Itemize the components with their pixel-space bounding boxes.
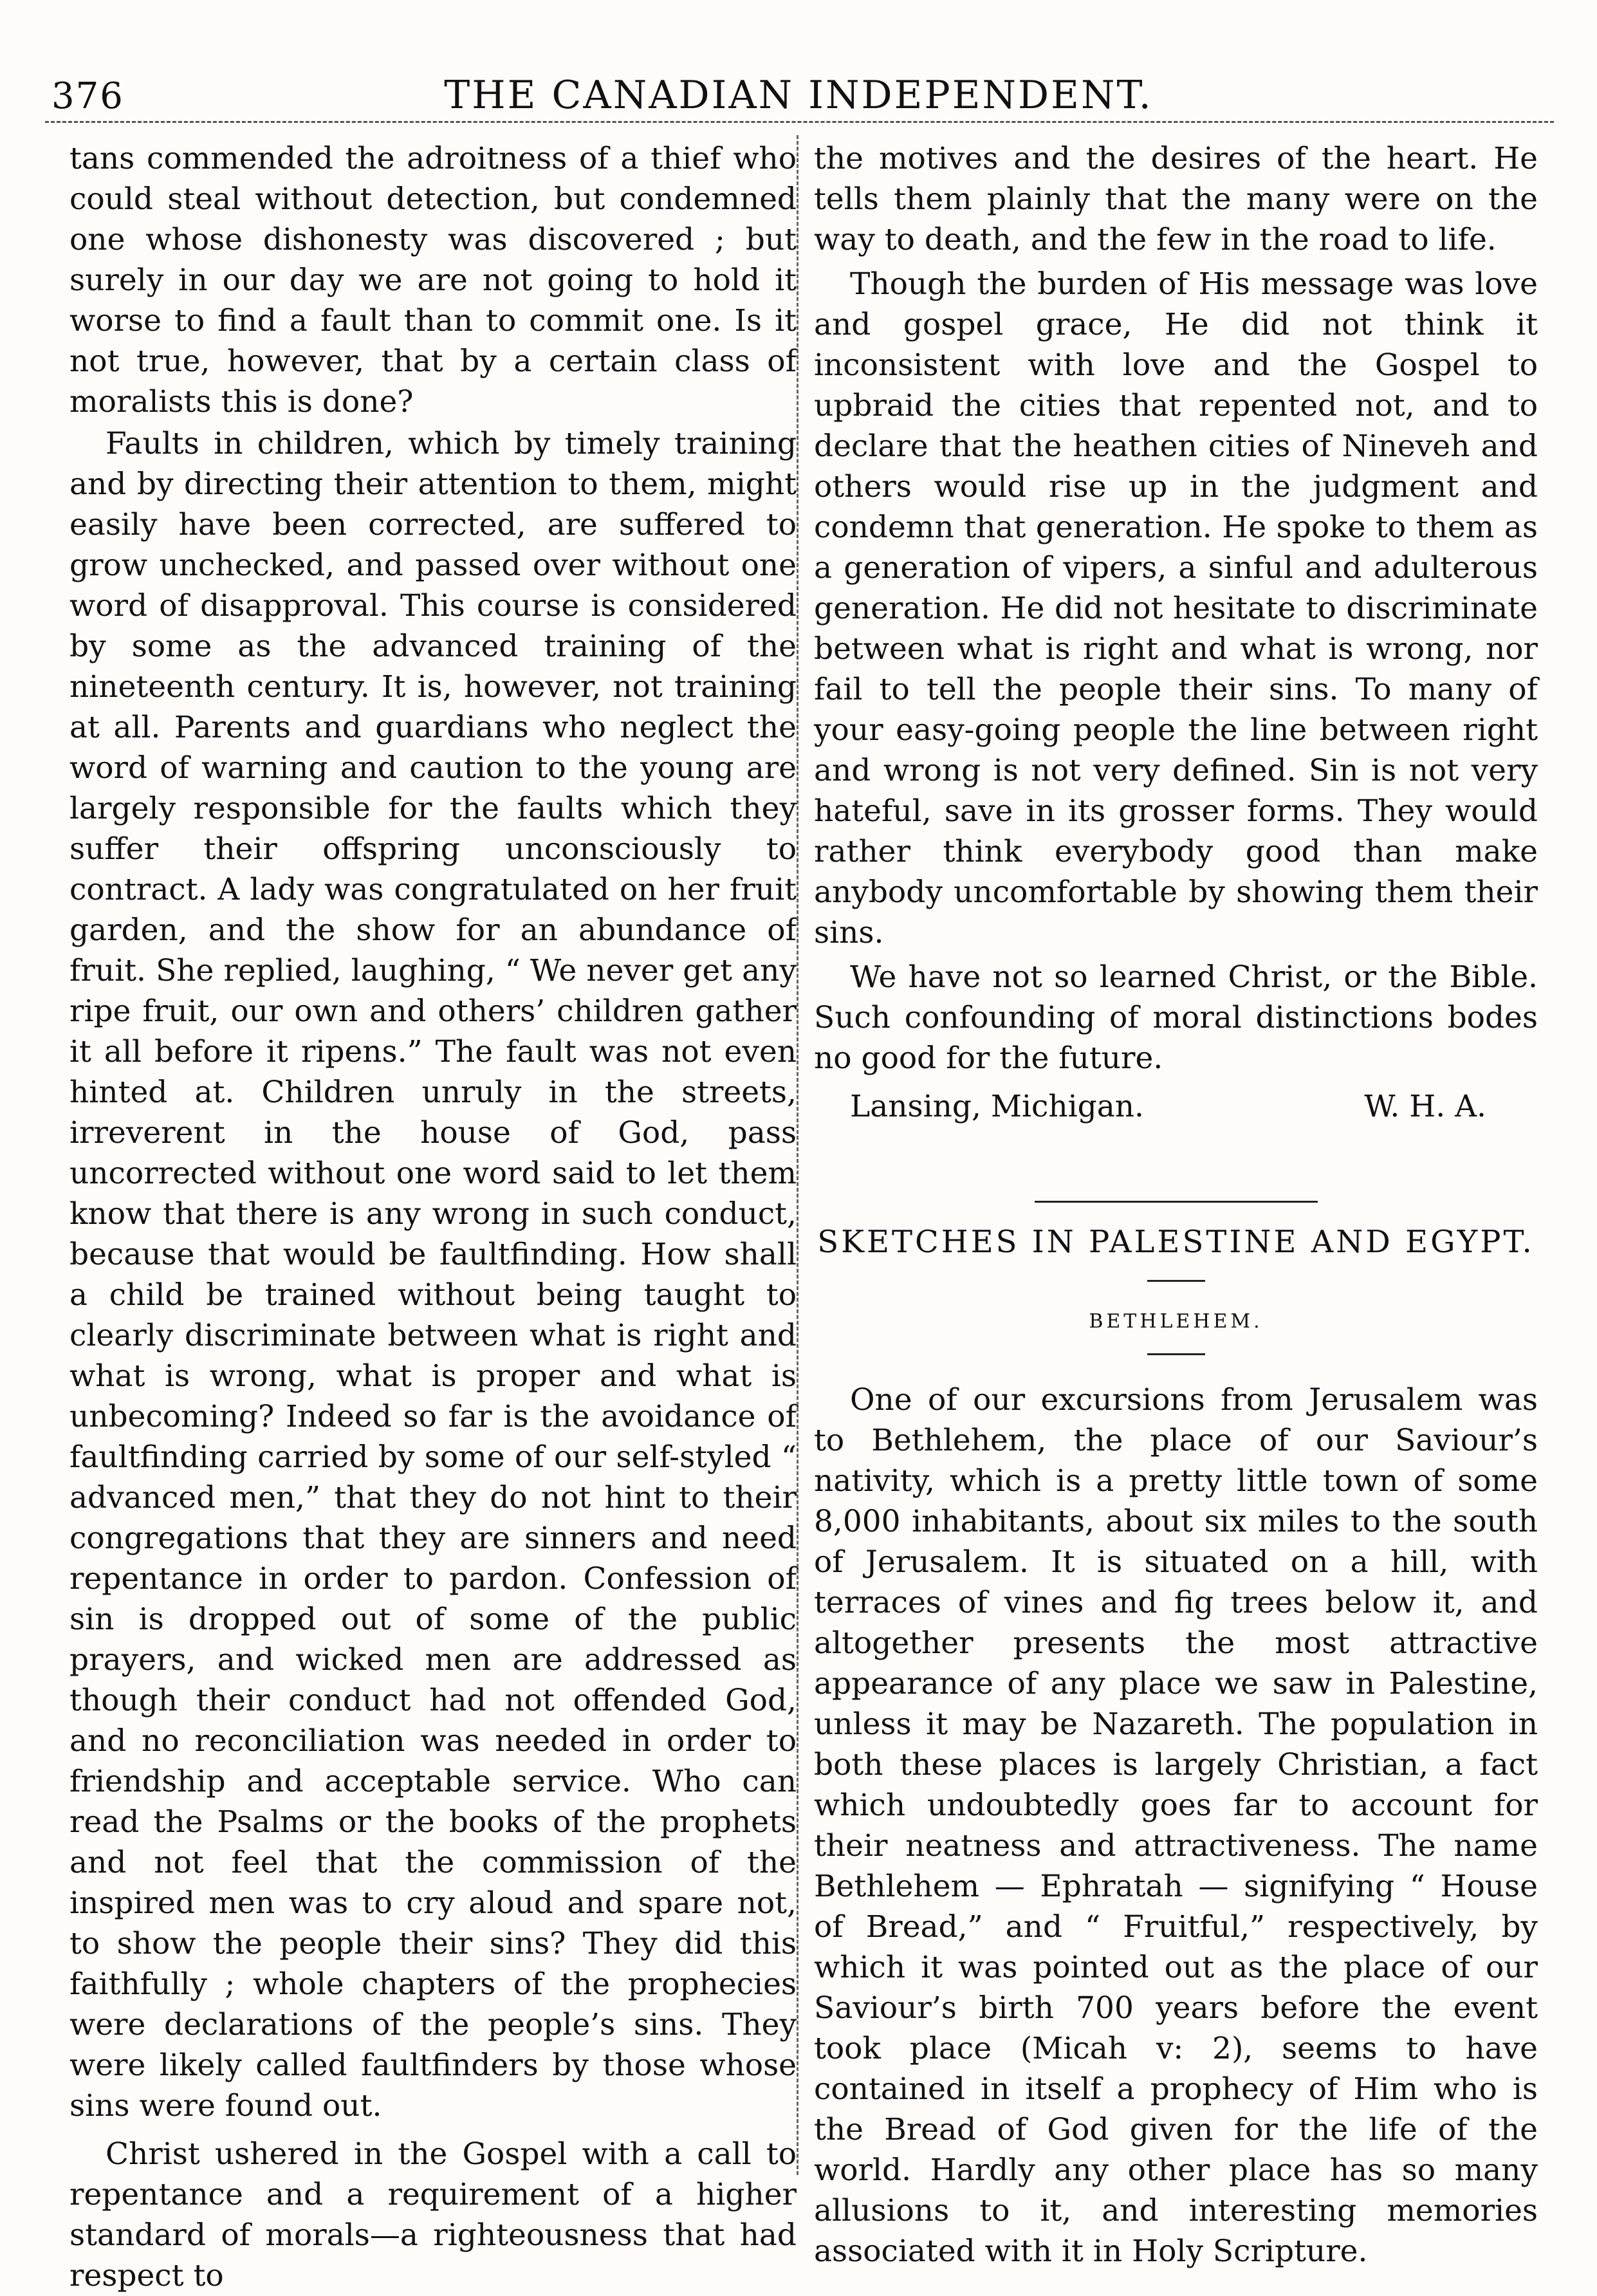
title-rule <box>1147 1280 1205 1282</box>
header-rule <box>45 121 1554 123</box>
right-paragraph-2: Though the burden of His message was love and gospel grace, He did not think it inconsistent with love and the Gospel to upbraid the cities that repented not, and to declare that the heathen cities of Nineveh and others would rise up in the judgment and condemn that generation. He spoke to them as a generation of vipers, a sinful and adulterous generation. He did not hesitate to discriminate between what is right and what is wrong, nor fail to tell the people their sins. To many of your easy-going people the line between right and wrong is not very defined. Sin is not very hateful, save in its grosser forms. They would rather think everybody good than make anybody uncomfortable by showing them their sins. <box>814 266 1538 950</box>
column-divider <box>797 135 798 2175</box>
right-paragraph-4: One of our excursions from Jerusalem was to Bethlehem, the place of our Saviour’s nativity, which is a pretty little town of some 8,000 inhabitants, about six miles to the south of Jerusalem. It is situated on a hill, with terraces of vines and fig trees below it, and altogether presents the most attractive appearance of any place we saw in Palestine, unless it may be Nazareth. The population in both these places is largely Christian, a fact which undoubtedly goes far to account for their neatness and attractiveness. The name Bethlehem — Ephratah — signifying “ House of Bread,” and “ Fruitful,” respectively, by which it was pointed out as the place of our Saviour’s birth 700 years before the event took place (Micah v: 2), seems to have contained in itself a prophecy of Him who is the Bread of God given for the life of the world. Hardly any other place has so many allusions to it, and interesting memories associated with it in Holy Scripture. <box>814 1382 1538 2269</box>
left-paragraph-3: Christ ushered in the Gospel with a call to repentance and a requirement of a higher standard of morals—a righteousness that had respect to <box>69 2136 797 2293</box>
section-rule <box>1035 1201 1318 1203</box>
left-paragraph-2: Faults in children, which by timely training and by directing their attention to them, might easily have been corrected, are suffered to grow unchecked, and passed over without one word of disapproval. This course is considered by some as the advanced training of the nineteenth century. It is, however, not training at all. Parents and guardians who neglect the word of warning and caution to the young are largely responsible for the faults which they suffer their offspring unconsciously to contract. A lady was congratulated on her fruit garden, and the show for an abundance of fruit. She replied, laughing, “ We never get any ripe fruit, our own and others’ children gather it all before it ripens.” The fault was not even hinted at. Children unruly in the streets, irreverent in the house of God, pass uncorrected without one word said to let them know that there is any wrong in such conduct, because that would be faultfinding. How shall a child be trained without being taught to clearly discriminate between what is right and what is wrong, what is proper and what is unbecoming? Indeed so far is the avoidance of faultfinding carried by some of our self-styled “ advanced men,” that they do not hint to their congregations that they are sinners and need repentance in order to pardon. Confession of sin is dropped out of some of the public prayers, and wicked men are addressed as though their conduct had not offended God, and no reconciliation was needed in order to friendship and acceptable service. Who can read the Psalms or the books of the prophets and not feel that the commission of the inspired men was to cry aloud and spare not, to show the people their sins? They did this faithfully ; whole chapters of the prophecies were declarations of the people’s sins. They were likely called faultfinders by those whose sins were found out. <box>69 426 797 2124</box>
right-paragraph-1: the motives and the desires of the heart. He tells them plainly that the many were on the way to death, and the few in the road to life. <box>814 141 1538 257</box>
left-column <box>69 138 797 2296</box>
left-paragraph-1: tans commended the adroitness of a thief who could steal without detection, but condemned one whose dishonesty was discovered ; but surely in our day we are not going to hold it worse to find a fault than to commit one. Is it not true, however, that by a certain class of moralists this is done? <box>69 141 797 420</box>
section-subtitle: BETHLEHEM. <box>1089 1310 1263 1333</box>
journal-title: THE CANADIAN INDEPENDENT. <box>444 73 1153 118</box>
signature-place: Lansing, Michigan. <box>850 1089 1144 1124</box>
page-number: 376 <box>51 75 124 117</box>
section-title: SKETCHES IN PALESTINE AND EGYPT. <box>817 1224 1535 1260</box>
right-column <box>814 138 1538 2272</box>
subtitle-rule <box>1147 1353 1205 1355</box>
page-header <box>0 68 1597 125</box>
signature-line <box>814 1086 1538 1127</box>
signature-initials: W. H. A. <box>1364 1089 1486 1124</box>
right-paragraph-3: We have not so learned Christ, or the Bible. Such confounding of moral distinctions bodes no good for the future. <box>814 959 1538 1076</box>
